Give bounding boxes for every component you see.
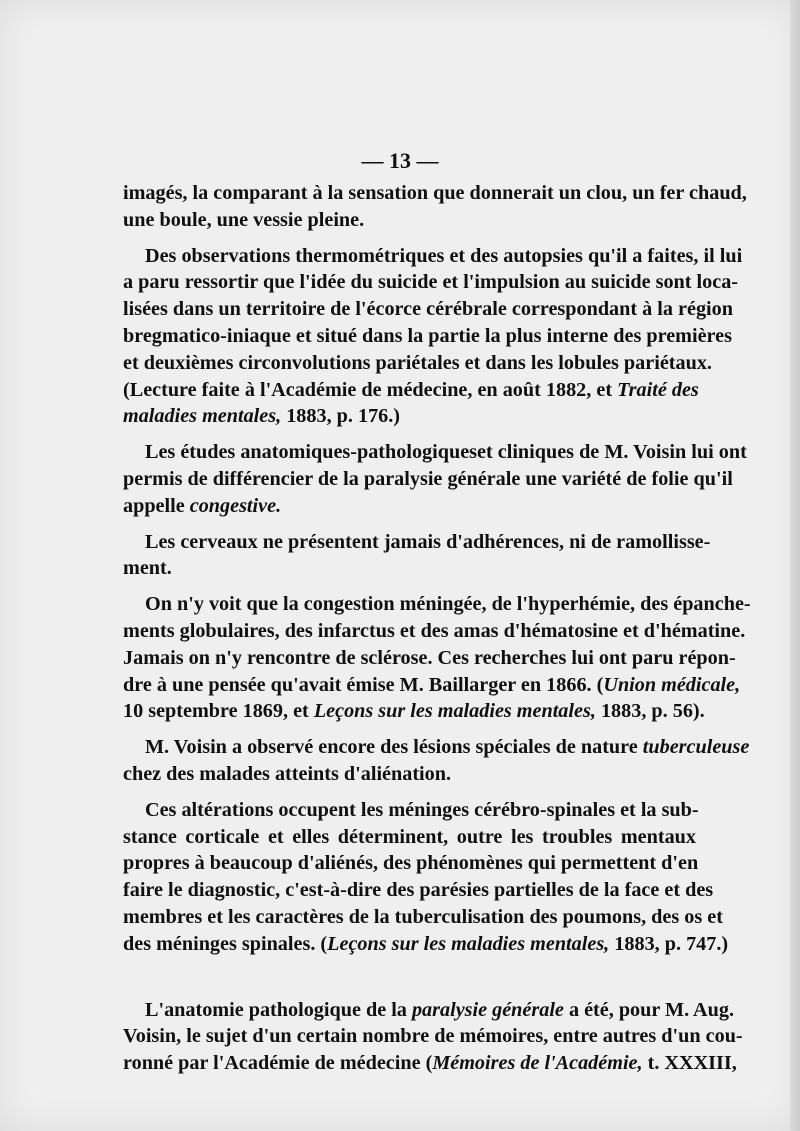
paragraph-6 [123, 734, 750, 788]
text-line: une boule, une vessie pleine. [123, 208, 365, 231]
page-number: — 13 — [361, 148, 439, 173]
text-segment: des méninges spinales. ( [123, 932, 328, 955]
text-segment: M. Voisin a observé encore des lésions spéciales de nature [145, 736, 638, 759]
text-segment: t. XXXIII, [647, 1052, 737, 1075]
text-line: On n'y voit que la congestion méningée, de l'hyperhémie, des épanche- [145, 593, 751, 616]
paragraph-8 [123, 997, 743, 1077]
text-line [123, 377, 699, 404]
paragraph-7 [123, 797, 729, 958]
emphasized-term: congestive. [189, 494, 282, 517]
paragraph-4 [123, 529, 711, 583]
text-line: Ces altérations occupent les méninges cérébro-spinales et la sub- [145, 798, 699, 821]
section-gap [123, 967, 696, 997]
text-line: faire le diagnostic, c'est-à-dire des parésies partielles de la face et des [123, 879, 714, 902]
text-segment: appelle [123, 494, 185, 517]
book-title: Leçons sur les maladies mentales, [313, 700, 596, 723]
text-line: ment. [123, 557, 172, 580]
book-title: maladies mentales, [123, 405, 282, 428]
text-line: chez des malades atteints d'aliénation. [123, 762, 452, 785]
text-line: imagés, la comparant à la sensation que donnerait un clou, un fer chaud, [123, 182, 747, 204]
text-line [123, 734, 750, 761]
text-line: stance corticale et elles déterminent, outre les troubles mentaux [123, 825, 696, 848]
text-segment: a été, pour M. Aug. [568, 998, 735, 1021]
text-line [123, 672, 741, 699]
book-title: Leçons sur les maladies mentales, [327, 932, 610, 955]
text-segment: 10 septembre 1869, et [123, 700, 309, 723]
paragraph-5 [123, 591, 751, 725]
journal-title: Mémoires de l'Académie, [432, 1052, 643, 1075]
paragraph-3 [123, 439, 747, 519]
text-line [123, 698, 705, 725]
text-line: Les cerveaux ne présentent jamais d'adhérences, ni de ramollisse- [145, 530, 711, 553]
text-line [123, 931, 729, 958]
text-line: Les études anatomiques-pathologiqueset cliniques de M. Voisin lui ont [145, 441, 747, 464]
paragraph-2 [123, 243, 743, 431]
text-segment: 1883, p. 176.) [286, 405, 401, 428]
emphasized-term: tuberculeuse [642, 736, 750, 759]
paragraph-1 [123, 180, 747, 234]
text-line: membres et les caractères de la tuberculisation des poumons, des os et [123, 905, 723, 928]
text-line: permis de différencier de la paralysie générale une variété de folie qu'il [123, 467, 733, 490]
text-line [123, 403, 696, 430]
text-line [123, 997, 735, 1024]
text-line: et deuxièmes circonvolutions pariétales et dans les lobules pariétaux. [123, 351, 712, 374]
text-segment: 1883, p. 56). [600, 700, 705, 723]
text-segment: L'anatomie pathologique de la [145, 998, 407, 1021]
text-segment: ronné par l'Académie de médecine ( [123, 1052, 433, 1075]
text-line: bregmatico-iniaque et situé dans la partie la plus interne des premières [123, 324, 732, 347]
text-line [123, 1050, 737, 1077]
journal-title: Union médicale, [603, 673, 741, 696]
text-line: Jamais on n'y rencontre de sclérose. Ces recherches lui ont paru répon- [123, 646, 736, 669]
text-segment: (Lecture faite à l'Académie de médecine, en août 1882, et [123, 378, 613, 401]
book-title: Traité des [617, 378, 699, 401]
emphasized-term: paralysie générale [411, 998, 564, 1021]
body-text [123, 180, 751, 1086]
text-segment: 1883, p. 747.) [614, 932, 729, 955]
text-line: ments globulaires, des infarctus et des amas d'hématosine et d'hématine. [123, 619, 746, 642]
text-line: lisées dans un territoire de l'écorce cérébrale correspondant à la région [123, 298, 733, 321]
text-line: Voisin, le sujet d'un certain nombre de mémoires, entre autres d'un cou- [123, 1025, 743, 1048]
text-line: propres à beaucoup d'aliénés, des phénomènes qui permettent d'en [123, 852, 699, 875]
text-line [123, 493, 696, 520]
text-segment: dre à une pensée qu'avait émise M. Baillarger en 1866. ( [123, 673, 604, 696]
text-line: a paru ressortir que l'idée du suicide et l'impulsion au suicide sont loca- [123, 271, 739, 294]
text-line: Des observations thermométriques et des autopsies qu'il a faites, il lui [145, 244, 743, 267]
